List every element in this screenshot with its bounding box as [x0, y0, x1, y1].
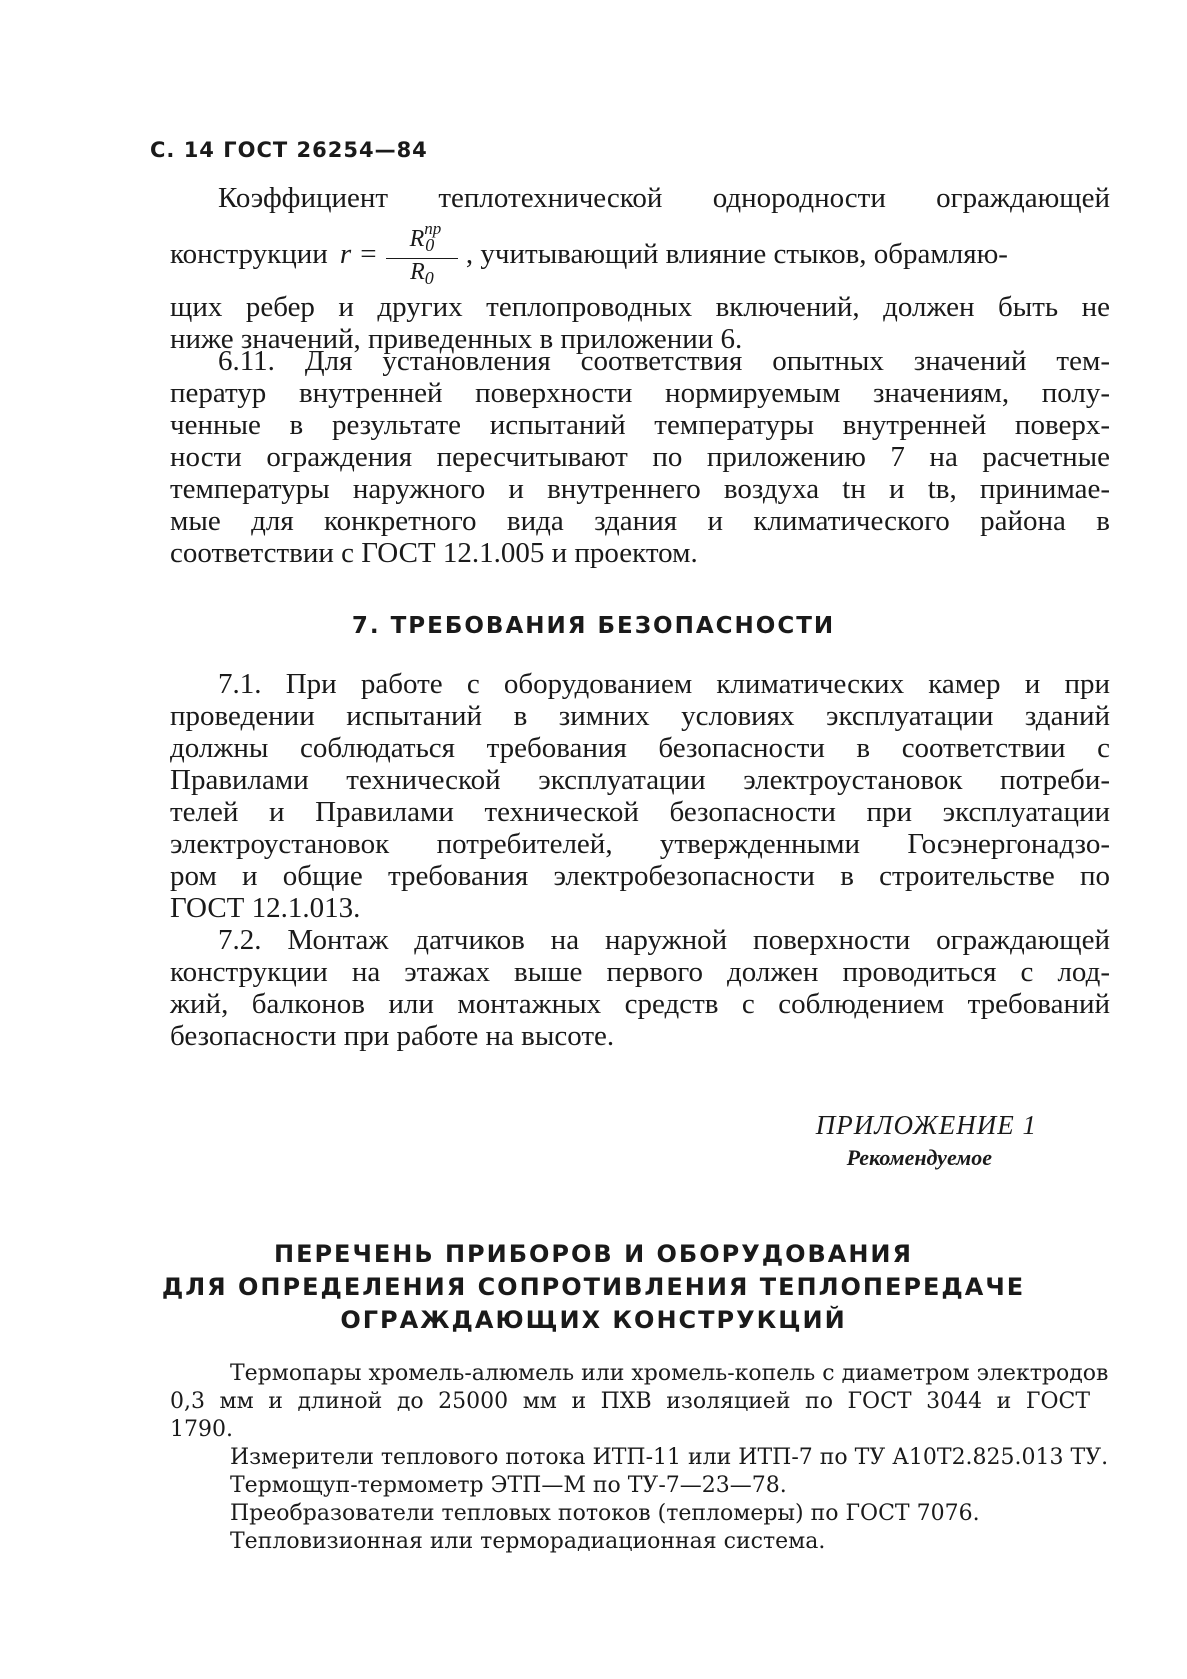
- paragraph-6-11: [170, 345, 1110, 569]
- text-line: 7.2. Монтаж датчиков на наружной поверхности ограждающей: [218, 924, 1110, 956]
- paragraph-7-2: [170, 924, 1110, 1052]
- fraction-numerator: $R^{пр}_0$: [409, 219, 442, 255]
- appendix-list: [170, 1360, 1109, 1556]
- text-line: безопасности при работе на высоте.: [170, 1020, 615, 1052]
- text-line: соответствии с ГОСТ 12.1.005 и проектом.: [170, 537, 698, 569]
- appendix-status: Рекомендуемое: [846, 1145, 992, 1170]
- appendix-title-line: ДЛЯ ОПРЕДЕЛЕНИЯ СОПРОТИВЛЕНИЯ ТЕПЛОПЕРЕДАЧЕ: [161, 1273, 1026, 1301]
- section-7-title: 7. ТРЕБОВАНИЯ БЕЗОПАСНОСТИ: [351, 613, 836, 639]
- text-line: ператур внутренней поверхности нормируемым значениям, полу-: [170, 377, 1110, 409]
- text-line: телей и Правилами технической безопасности при эксплуатации: [170, 796, 1110, 828]
- equation-variable: r =: [339, 237, 378, 270]
- text-line: ГОСТ 12.1.013.: [170, 892, 361, 924]
- fraction-denominator: $R_0$: [410, 259, 434, 288]
- list-item: 1790.: [170, 1417, 233, 1442]
- list-item: 0,3 мм и длиной до 25000 мм и ПХВ изоляцией по ГОСТ 3044 и ГОСТ: [170, 1389, 1090, 1414]
- equation-line: [170, 216, 1110, 291]
- text-line: должны соблюдаться требования безопасности в соответствии с: [170, 732, 1110, 764]
- text-line: мые для конкретного вида здания и климатического района в: [170, 505, 1110, 537]
- equation-fraction: [386, 216, 458, 291]
- text-line: щих ребер и других теплопроводных включений, должен быть не: [170, 291, 1110, 323]
- text-line: ниже значений, приведенных в приложении 6.: [170, 323, 743, 355]
- equation-suffix: , учитывающий влияние стыков, обрамляю-: [465, 237, 1008, 270]
- equation-prefix: конструкции: [170, 237, 328, 270]
- text-line: ченные в результате испытаний температуры внутренней поверх-: [170, 409, 1110, 441]
- text-line: ром и общие требования электробезопасности в строительстве по: [170, 860, 1110, 892]
- page-header: С. 14 ГОСТ 26254—84: [150, 138, 428, 162]
- text-line: Правилами технической эксплуатации электроустановок потреби-: [170, 764, 1110, 796]
- text-line: Коэффициент теплотехнической однородности ограждающей: [218, 182, 1110, 214]
- text-line: 7.1. При работе с оборудованием климатических камер и при: [218, 668, 1110, 700]
- appendix-title-line: ОГРАЖДАЮЩИХ КОНСТРУКЦИЙ: [340, 1306, 847, 1334]
- text-line: жий, балконов или монтажных средств с соблюдением требований: [170, 988, 1110, 1020]
- text-line: температуры наружного и внутреннего воздуха tн и tв, принимае-: [170, 473, 1110, 505]
- list-item: Преобразователи тепловых потоков (тепломеры) по ГОСТ 7076.: [230, 1501, 980, 1526]
- list-item: Тепловизионная или терморадиационная система.: [230, 1529, 826, 1554]
- text-line: электроустановок потребителей, утвержденными Госэнергонадзо-: [170, 828, 1110, 860]
- paragraph-coefficient: [170, 182, 1110, 355]
- text-line: проведении испытаний в зимних условиях эксплуатации зданий: [170, 700, 1110, 732]
- text-line: 6.11. Для установления соответствия опытных значений тем-: [218, 345, 1110, 377]
- paragraph-7-1: [170, 668, 1110, 924]
- list-item: Термощуп-термометр ЭТП—М по ТУ-7—23—78.: [230, 1473, 787, 1498]
- appendix-title-line: ПЕРЕЧЕНЬ ПРИБОРОВ И ОБОРУДОВАНИЯ: [273, 1240, 913, 1268]
- text-line: ности ограждения пересчитывают по приложению 7 на расчетные: [170, 441, 1110, 473]
- list-item: Термопары хромель-алюмель или хромель-копель с диаметром электродов: [230, 1361, 1109, 1386]
- text-line: конструкции на этажах выше первого должен проводиться с лод-: [170, 956, 1110, 988]
- list-item: Измерители теплового потока ИТП-11 или ИТП-7 по ТУ А10Т2.825.013 ТУ.: [230, 1445, 1109, 1470]
- appendix-label: ПРИЛОЖЕНИЕ 1: [815, 1110, 1037, 1140]
